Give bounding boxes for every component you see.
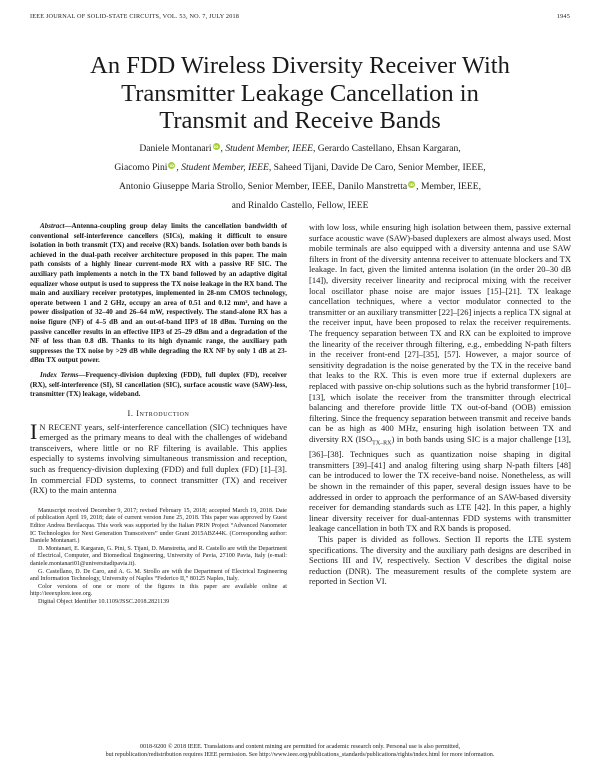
intro-text: years, self-interference cancellation (SIC) techniques have emerged as the primary means to deal with the challenges of wideband transceivers, where little or no RF filtering is available. This applies especially to systems involving simultaneous transmission and reception, such as frequency-division duplexing (FDD) and full duplex (FD) [1]–[3]. In commercial FDD systems, to connect transmitter (TX) and receiver (RX) to the main antenna: [30, 421, 287, 496]
abstract: [30, 222, 287, 366]
author-membership: , Student Member, IEEE: [220, 143, 313, 154]
title-line-2: Transmitter Leakage Cancellation in: [121, 79, 479, 107]
journal-header: IEEE JOURNAL OF SOLID-STATE CIRCUITS, VOL. 53, NO. 7, JULY 2018: [30, 13, 240, 20]
abstract-label: Abstract: [40, 222, 65, 230]
footnote-color-versions: Color versions of one or more of the figures in this paper are available online at http://ieeexplore.ieee.org.: [30, 583, 287, 598]
body-paragraph-1: with low loss, while ensuring high isolation between them, passive external surface acoustic wave (SAW)-based duplexers are almost always used. Most mobile terminals are also equipped with a diversity antenna and use SAW filters in front of the diversity antenna receiver to attenuate blockers and TX leakage. In fact, given the limited antenna isolation (in the order 20–30 dB [14]), diversity receiver linearity and reciprocal mixing with the receiver local oscillator phase noise are major issues [15]–[21]. TX leakage cancellation techniques, where a vector modulator connected to the transmitter or an auxiliary transmitter [22]–[26] injects a replica TX signal at the receiver input, have been proposed to relax the receiver requirements. The frequency separation between TX and RX can be exploited to improve the linearity of the receiver through filtering, e.g., embedding N-path filters in the receiver front-end [27]–[35], [57]. However, a major source of sensitivity degradation is the noise generated by the TX in the receive band that leaks to the RX. This is even more true if external duplexers are replaced with passive on-chip solutions such as the hybrid transformer [10]–[13], which isolate the receiver from the transmitter through electrical balancing and therefore provide little TX out-of-band (OOB) emission filtering. Since the frequency separation between transmit and receive bands can be as high as 400 MHz, ensuring high isolation between TX and diversity RX $(ISO_{TX-RX})$ in both bands using SIC is a major challenge [13], [36]–[38]. Techniques such as quantization noise shaping in digital transmitters [39]–[41] and analog filtering using sharp N-path filters [48] can be introduced to lower the TX receive-band noise. Nonetheless, as will be shown in the remainder of this paper, several design issues have to be addressed in order to approach the performance of an SAW-based diversity receiver for demanding standards such as LTE [42]. In this paper, a highly linear diversity receiver for dual-antennas FDD systems with transmitter leakage cancellation in both TX and RX bands is proposed.: [309, 222, 571, 534]
iso-subscript: TX–RX: [372, 440, 392, 447]
intro-lead-words: N RECENT: [39, 421, 82, 432]
index-terms-text: —Frequency-division duplexing (FDD), full duplex (FD), receiver (RX), self-interference (SI), SI cancellation (SIC), surface acoustic wave (SAW)-less, transmitter (TX) leakage, wideband.: [30, 370, 287, 399]
footnote-affiliation-naples: G. Castellano, D. De Caro, and A. G. M. Strollo are with the Department of Electrical Engineering and Information Technology, University of Naples “Federico II,” 80125 Naples, Italy.: [30, 568, 287, 583]
orcid-icon[interactable]: [408, 181, 415, 188]
author-list: [30, 139, 570, 215]
section-heading-introduction: I. Introduction: [127, 408, 190, 418]
copyright-line-2: but republication/redistribution requires IEEE permission. See http://www.ieee.org/publications_standards/publications/rights/index.html for more information.: [105, 752, 495, 758]
author-line-3: [30, 177, 570, 196]
author-line-4: and Rinaldo Castello, Fellow, IEEE: [231, 200, 369, 211]
author-name: Giacomo Pini: [114, 162, 168, 173]
running-head: [30, 13, 570, 23]
title-line-3: Transmit and Receive Bands: [159, 107, 441, 134]
copyright-line-1: 0018-9200 © 2018 IEEE. Translations and content mining are permitted for academic research only. Personal use is also permitted,: [139, 744, 461, 750]
title-line-1: An FDD Wireless Diversity Receiver With: [90, 52, 510, 79]
introduction-paragraph: [30, 418, 287, 496]
drop-cap: I: [30, 418, 38, 444]
author-names: , Saheed Tijani, Davide De Caro, Senior Member, IEEE,: [268, 162, 486, 173]
footnotes: [30, 505, 287, 607]
footnote-manuscript: Manuscript received December 9, 2017; revised February 15, 2018; accepted March 19, 2018. Date of publication April 19, 2018; date of current version June 25, 2018. This paper was approved by Guest Editor Andrea Bevilacqua. This work was supported by the Italian PRIN Project “Advanced Nanometer IC Technologies for Next Generation Transceivers” under Grant 2015ABZ44K. (Corresponding author: Daniele Montanari.): [30, 507, 287, 545]
author-names: , Gerardo Castellano, Ehsan Kargaran,: [312, 143, 461, 154]
index-terms: [30, 371, 287, 400]
author-line-1: [30, 139, 570, 158]
author-membership: , Student Member, IEEE: [176, 162, 269, 173]
author-membership: , Member, IEEE,: [416, 181, 482, 192]
author-names: Antonio Giuseppe Maria Strollo, Senior Member, IEEE, Danilo Manstretta: [118, 181, 408, 192]
orcid-icon[interactable]: [168, 162, 175, 169]
index-terms-label: Index Terms: [40, 370, 79, 379]
page-number: 1945: [556, 13, 570, 20]
orcid-icon[interactable]: [213, 143, 220, 150]
author-line-2: [30, 158, 570, 177]
copyright-notice: [30, 743, 570, 759]
right-column: [309, 222, 571, 587]
abstract-text: —Antenna-coupling group delay limits the cancellation bandwidth of conventional self-interference cancellers (SICs), making it difficult to ensure isolation in both transmit (TX) and receive (RX) bands. Isolation over both bands is achieved in the dual-path receiver architecture proposed in this paper. The main path consists of a highly linear current-mode RX with a passive RF SIC. The auxiliary path implements a notch in the TX band followed by an adaptive digital equalizer whose output is used to suppress the TX noise leakage in the RX band. The main and auxiliary receiver prototypes, implemented in 28-nm CMOS technology, operate between 1 and 2 GHz, occupy an area of 0.51 and 0.12 mm², and have a power dissipation of 32–40 and 26–64 mW, respectively. The stand-alone RX has a noise figure (NF) of 4–5 dB and an out-of-band IIP3 of 18 dBm. Turning on the passive canceller results in an effective IIP3 of 25–29 dBm and a degradation of the NF of less than 0.8 dB. Thanks to its high dynamic range, the auxiliary path suppresses the TX noise by >29 dB while degrading the RX NF by only 1 dB at 23-dBm TX output power.: [30, 222, 287, 365]
footnote-affiliation-pavia: D. Montanari, E. Kargaran, G. Pini, S. Tijani, D. Manstretta, and R. Castello are with the Department of Electrical, Computer, and Biomedical Engineering, University of Pavia, 27100 Pavia, Italy (e-mail: daniele.montanari01@universitadipavia.it).: [30, 545, 287, 567]
body-paragraph-2: This paper is divided as follows. Section II reports the LTE system specifications. The diversity and the auxiliary path designs are described in Sections III and IV, respectively. Section V describes the digital noise reduction (DNR). The measurement results of the complete system are reported in Section VI.: [309, 533, 571, 587]
author-name: Daniele Montanari: [139, 143, 212, 154]
paper-title: [40, 52, 560, 135]
footnote-doi: Digital Object Identifier 10.1109/JSSC.2018.2821139: [38, 598, 170, 605]
left-column: [30, 222, 287, 607]
